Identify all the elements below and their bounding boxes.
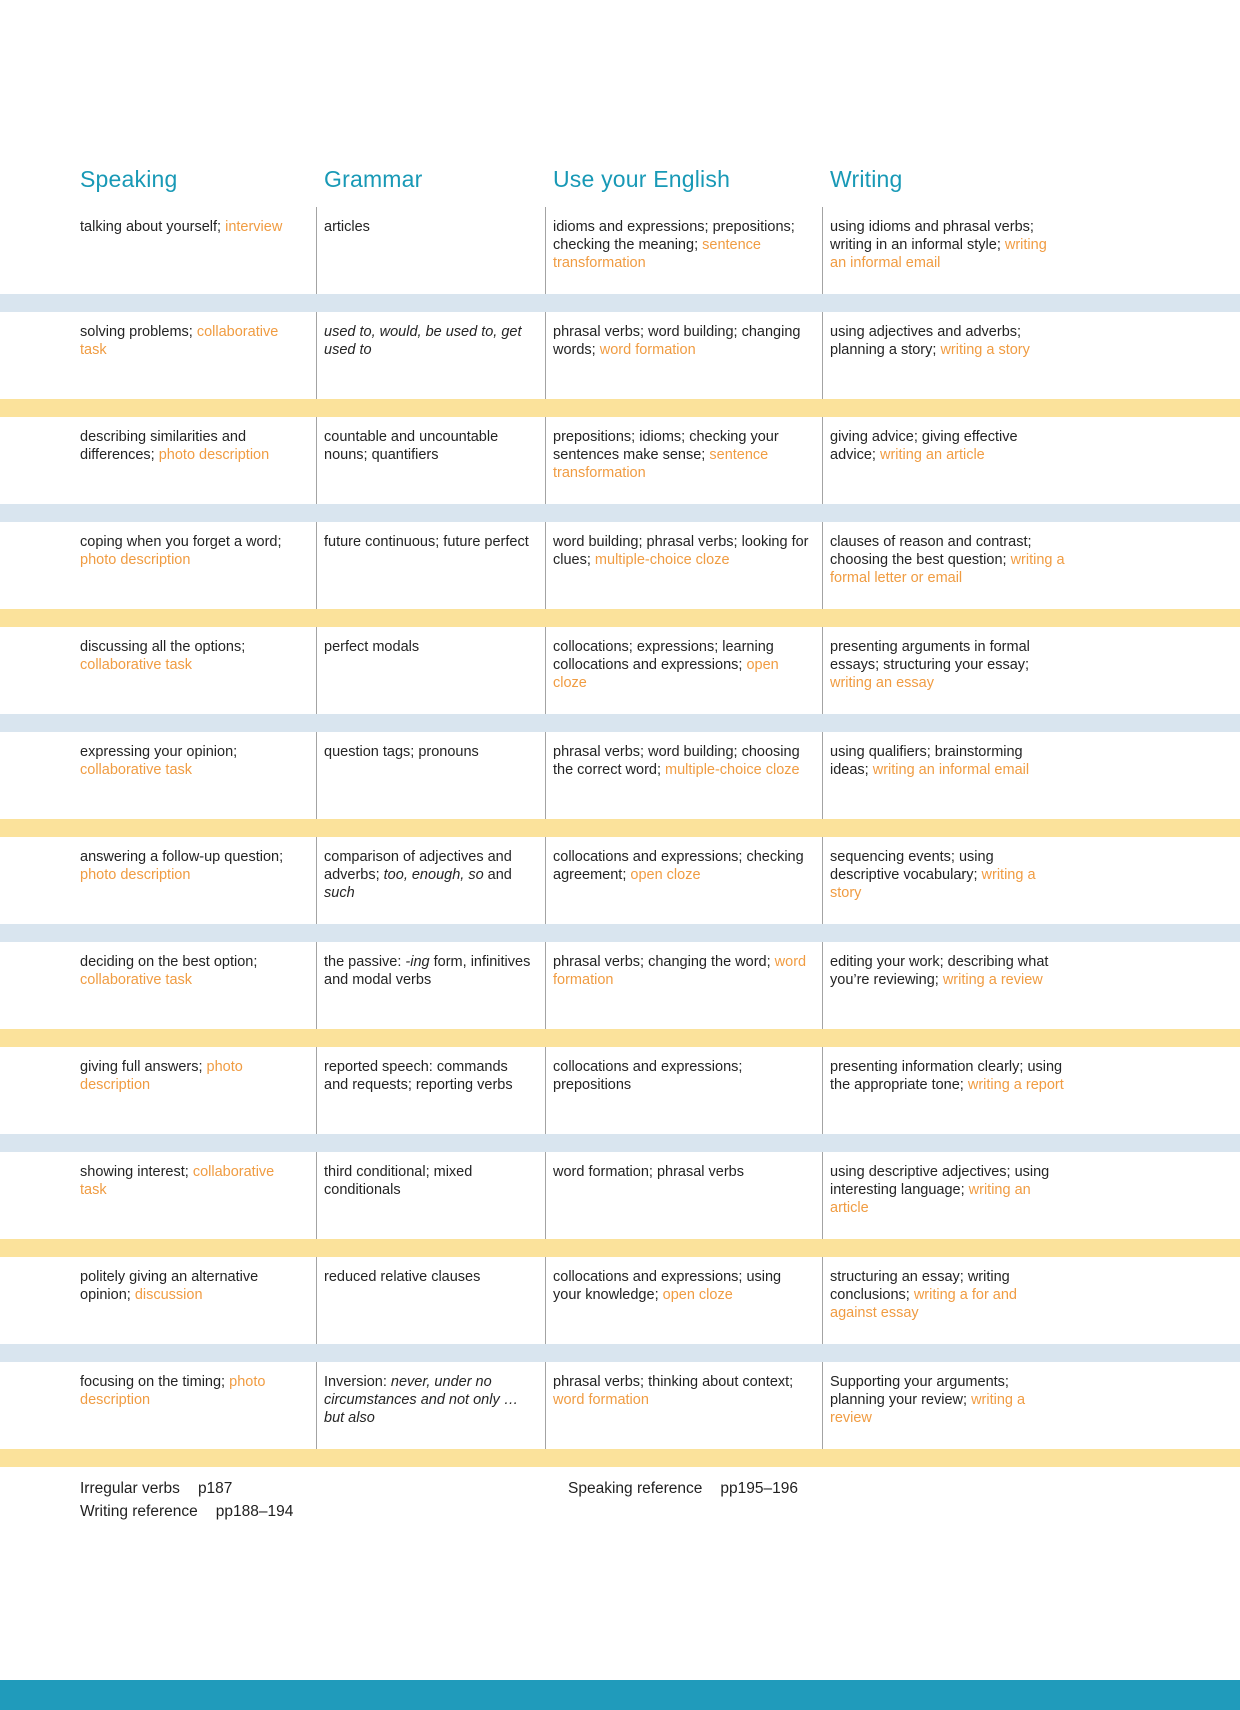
cell-text: -ing — [405, 954, 430, 970]
footer-pages: pp188–194 — [215, 1503, 294, 1520]
separator-band-blue — [0, 1134, 1240, 1152]
cell-text: prepositions; idioms; checking your sentences make sense; — [553, 429, 779, 463]
table-row — [80, 522, 1075, 609]
exam-task-reference: writing a review — [830, 1392, 1026, 1426]
cell-text: collocations and expressions; using your knowledge; — [553, 1269, 782, 1303]
cell-writing — [822, 1362, 1075, 1449]
cell-writing — [822, 417, 1075, 504]
cell-use-your-english — [545, 942, 822, 1029]
cell-text: talking about yourself; — [80, 219, 226, 235]
column-header-grammar: Grammar — [324, 166, 423, 192]
cell-text: giving advice; giving effective advice; — [830, 429, 1018, 463]
separator-band-yellow — [0, 819, 1240, 837]
table-row — [80, 942, 1075, 1029]
exam-task-reference: photo description — [80, 1059, 243, 1093]
cell-speaking — [80, 207, 316, 294]
cell-text: question tags; pronouns — [324, 744, 479, 760]
exam-task-reference: word formation — [599, 342, 696, 358]
footer-pages: pp195–196 — [720, 1480, 799, 1497]
cell-writing — [822, 627, 1075, 714]
cell-speaking — [80, 522, 316, 609]
cell-text: focusing on the timing; — [80, 1374, 230, 1390]
cell-text: collocations; expressions; learning collocations and expressions; — [553, 639, 774, 673]
cell-text: coping when you forget a word; — [80, 534, 282, 550]
exam-task-reference: interview — [225, 219, 283, 235]
bottom-color-bar — [0, 1680, 1240, 1710]
cell-writing — [822, 732, 1075, 819]
exam-task-reference: collaborative task — [80, 324, 279, 358]
exam-task-reference: writing a formal letter or email — [830, 552, 1065, 586]
cell-speaking — [80, 417, 316, 504]
separator-band-yellow — [0, 1449, 1240, 1467]
cell-text: structuring an essay; writing conclusions; — [830, 1269, 1010, 1303]
separator-band-blue — [0, 924, 1240, 942]
exam-task-reference: sentence transformation — [553, 237, 761, 271]
cell-text: using descriptive adjectives; using interesting language; — [830, 1164, 1050, 1198]
cell-speaking — [80, 1257, 316, 1344]
exam-task-reference: collaborative task — [80, 1164, 275, 1198]
exam-task-reference: open cloze — [553, 657, 779, 691]
cell-text: reported speech: commands and requests; reporting verbs — [324, 1059, 513, 1093]
cell-use-your-english — [545, 1362, 822, 1449]
page-footer — [80, 1477, 1160, 1523]
exam-task-reference: open cloze — [630, 867, 701, 883]
cell-text: discussing all the options; — [80, 639, 246, 655]
cell-text: countable and uncountable nouns; quantifiers — [324, 429, 499, 463]
footer-speaking-reference — [568, 1477, 798, 1500]
cell-use-your-english — [545, 522, 822, 609]
cell-text: comparison of adjectives and adverbs; — [324, 849, 512, 883]
column-header-speaking: Speaking — [80, 166, 178, 192]
cell-use-your-english — [545, 732, 822, 819]
table-row — [80, 417, 1075, 504]
exam-task-reference: multiple-choice cloze — [594, 552, 730, 568]
separator-band-blue — [0, 504, 1240, 522]
cell-grammar — [316, 312, 545, 399]
cell-use-your-english — [545, 312, 822, 399]
cell-speaking — [80, 312, 316, 399]
cell-writing — [822, 207, 1075, 294]
cell-speaking — [80, 837, 316, 924]
exam-task-reference: photo description — [158, 447, 270, 463]
footer-label: Speaking reference — [568, 1480, 703, 1497]
cell-text: using qualifiers; brainstorming ideas; — [830, 744, 1023, 778]
footer-pages: p187 — [197, 1480, 233, 1497]
exam-task-reference: photo description — [80, 1374, 266, 1408]
cell-text: never, under no circumstances and not only … but also — [324, 1374, 519, 1426]
column-headers — [80, 165, 1075, 193]
footer-label: Irregular verbs — [80, 1480, 180, 1497]
cell-grammar — [316, 732, 545, 819]
table-row — [80, 1152, 1075, 1239]
cell-text: solving problems; — [80, 324, 197, 340]
cell-writing — [822, 1047, 1075, 1134]
cell-text: describing similarities and differences; — [80, 429, 247, 463]
cell-use-your-english — [545, 1152, 822, 1239]
cell-use-your-english — [545, 1047, 822, 1134]
exam-task-reference: discussion — [134, 1287, 203, 1303]
cell-speaking — [80, 1047, 316, 1134]
cell-speaking — [80, 1362, 316, 1449]
cell-text: third conditional; mixed conditionals — [324, 1164, 473, 1198]
exam-task-reference: writing an informal email — [830, 237, 1047, 271]
exam-task-reference: collaborative task — [80, 972, 193, 988]
cell-text: presenting arguments in formal essays; structuring your essay; — [830, 639, 1030, 673]
cell-use-your-english — [545, 207, 822, 294]
cell-speaking — [80, 732, 316, 819]
exam-task-reference: writing an article — [830, 1182, 1031, 1216]
exam-task-reference: writing an article — [879, 447, 985, 463]
cell-text: word building; phrasal verbs; looking for clues; — [553, 534, 809, 568]
syllabus-table — [0, 207, 1240, 1467]
cell-text: future continuous; future perfect — [324, 534, 529, 550]
separator-band-yellow — [0, 399, 1240, 417]
exam-task-reference: photo description — [80, 867, 191, 883]
cell-writing — [822, 837, 1075, 924]
cell-text: reduced relative clauses — [324, 1269, 481, 1285]
separator-band-yellow — [0, 1239, 1240, 1257]
cell-text: clauses of reason and contrast; choosing the best question; — [830, 534, 1032, 568]
cell-speaking — [80, 1152, 316, 1239]
cell-writing — [822, 942, 1075, 1029]
cell-use-your-english — [545, 837, 822, 924]
cell-text: using adjectives and adverbs; planning a story; — [830, 324, 1022, 358]
column-header-use-your-english: Use your English — [553, 166, 731, 192]
cell-text: showing interest; — [80, 1164, 193, 1180]
cell-text: phrasal verbs; word building; changing words; — [553, 324, 801, 358]
exam-task-reference: sentence transformation — [553, 447, 769, 481]
table-row — [80, 1362, 1075, 1449]
cell-text: phrasal verbs; changing the word; — [553, 954, 775, 970]
exam-task-reference: writing a for and against essay — [830, 1287, 1017, 1321]
table-row — [80, 1257, 1075, 1344]
cell-text: phrasal verbs; thinking about context; — [553, 1374, 794, 1390]
cell-grammar — [316, 417, 545, 504]
separator-band-blue — [0, 714, 1240, 732]
cell-grammar — [316, 522, 545, 609]
cell-speaking — [80, 627, 316, 714]
cell-text: word formation; phrasal verbs — [553, 1164, 744, 1180]
exam-task-reference: writing a story — [830, 867, 1036, 901]
footer-writing-reference — [80, 1500, 1160, 1523]
exam-task-reference: word formation — [553, 954, 807, 988]
cell-grammar — [316, 1047, 545, 1134]
separator-band-blue — [0, 294, 1240, 312]
cell-text: idioms and expressions; prepositions; checking the meaning; — [553, 219, 795, 253]
cell-use-your-english — [545, 417, 822, 504]
exam-task-reference: collaborative task — [80, 762, 193, 778]
cell-text: the passive: — [324, 954, 406, 970]
cell-grammar — [316, 942, 545, 1029]
cell-text: expressing your opinion; — [80, 744, 238, 760]
cell-text: politely giving an alternative opinion; — [80, 1269, 259, 1303]
cell-use-your-english — [545, 627, 822, 714]
cell-grammar — [316, 1362, 545, 1449]
cell-text: Supporting your arguments; planning your review; — [830, 1374, 1009, 1408]
table-row — [80, 627, 1075, 714]
separator-band-yellow — [0, 609, 1240, 627]
cell-text: such — [324, 885, 355, 901]
cell-grammar — [316, 837, 545, 924]
cell-writing — [822, 1152, 1075, 1239]
table-row — [80, 207, 1075, 294]
exam-task-reference: photo description — [80, 552, 191, 568]
separator-band-yellow — [0, 1029, 1240, 1047]
separator-band-blue — [0, 1344, 1240, 1362]
cell-text: perfect modals — [324, 639, 420, 655]
cell-text: using idioms and phrasal verbs; writing in an informal style; — [830, 219, 1034, 253]
cell-text: answering a follow-up question; — [80, 849, 284, 865]
cell-text: collocations and expressions; prepositions — [553, 1059, 743, 1093]
exam-task-reference: writing an essay — [830, 675, 934, 691]
column-header-writing: Writing — [830, 166, 903, 192]
table-row — [80, 732, 1075, 819]
cell-text: Inversion: — [324, 1374, 391, 1390]
cell-use-your-english — [545, 1257, 822, 1344]
table-row — [80, 837, 1075, 924]
cell-text: editing your work; describing what you’re reviewing; — [830, 954, 1049, 988]
exam-task-reference: word formation — [553, 1392, 649, 1408]
exam-task-reference: open cloze — [662, 1287, 733, 1303]
cell-writing — [822, 312, 1075, 399]
cell-text: and — [483, 867, 512, 883]
cell-text: phrasal verbs; word building; choosing the correct word; — [553, 744, 800, 778]
cell-text: too, enough, so — [383, 867, 484, 883]
exam-task-reference: writing an informal email — [872, 762, 1030, 778]
cell-text: deciding on the best option; — [80, 954, 258, 970]
exam-task-reference: collaborative task — [80, 657, 193, 673]
cell-writing — [822, 1257, 1075, 1344]
footer-label: Writing reference — [80, 1503, 198, 1520]
exam-task-reference: writing a story — [940, 342, 1030, 358]
cell-text: articles — [324, 219, 370, 235]
table-row — [80, 312, 1075, 399]
cell-text: form, infinitives and modal verbs — [324, 954, 531, 988]
cell-text: giving full answers; — [80, 1059, 207, 1075]
cell-text: collocations and expressions; checking agreement; — [553, 849, 804, 883]
exam-task-reference: writing a review — [942, 972, 1043, 988]
cell-speaking — [80, 942, 316, 1029]
cell-text: sequencing events; using descriptive vocabulary; — [830, 849, 994, 883]
exam-task-reference: writing a report — [967, 1077, 1064, 1093]
cell-writing — [822, 522, 1075, 609]
cell-text: presenting information clearly; using the appropriate tone; — [830, 1059, 1063, 1093]
exam-task-reference: multiple-choice cloze — [665, 762, 800, 778]
cell-grammar — [316, 1257, 545, 1344]
cell-grammar — [316, 627, 545, 714]
table-row — [80, 1047, 1075, 1134]
cell-grammar — [316, 1152, 545, 1239]
cell-text: used to, would, be used to, get used to — [324, 324, 522, 358]
cell-grammar — [316, 207, 545, 294]
